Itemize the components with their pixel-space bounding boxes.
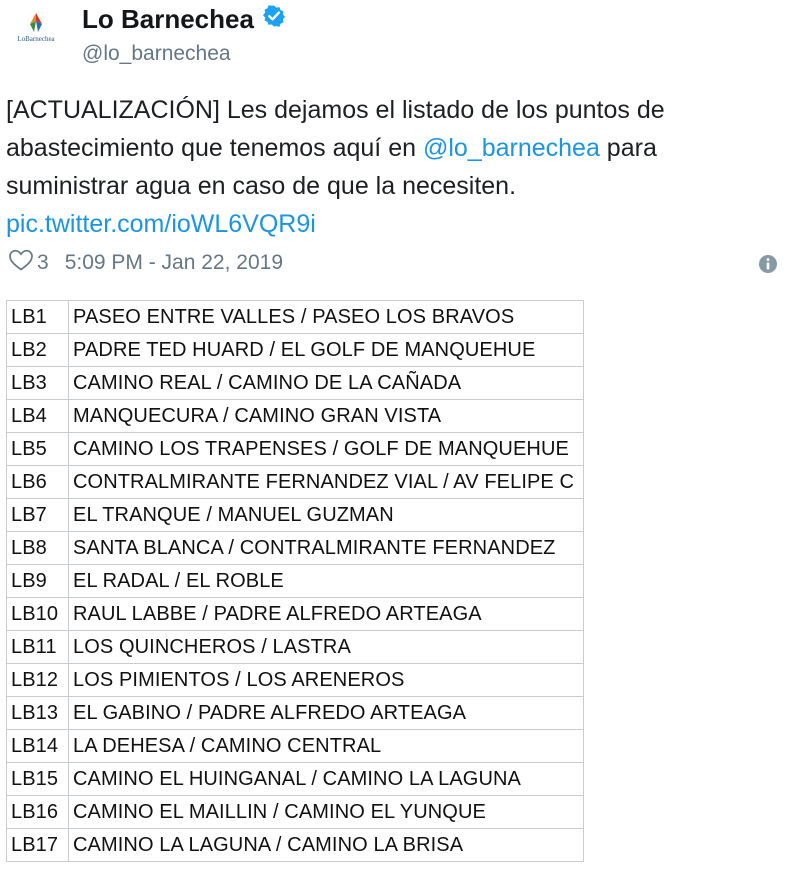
tweet-text-part: [ACTUALIZACIÓN] Les dejamos el listado de los puntos de abastecimiento que tenemos aquí en <box>6 96 665 162</box>
table-row <box>7 829 584 862</box>
point-code-cell: LB17 <box>7 829 69 862</box>
point-location-cell: LOS QUINCHEROS / LASTRA <box>69 631 584 664</box>
point-code-cell: LB11 <box>7 631 69 664</box>
point-location-cell: CAMINO EL HUINGANAL / CAMINO LA LAGUNA <box>69 763 584 796</box>
point-code-cell: LB8 <box>7 532 69 565</box>
point-location-cell: PADRE TED HUARD / EL GOLF DE MANQUEHUE <box>69 334 584 367</box>
like-count: 3 <box>37 251 49 274</box>
point-location-cell: EL GABINO / PADRE ALFREDO ARTEAGA <box>69 697 584 730</box>
tweet-text-part: para suministrar agua en caso de que la necesiten. <box>6 134 657 200</box>
point-location-cell: CAMINO EL MAILLIN / CAMINO EL YUNQUE <box>69 796 584 829</box>
tweet-text <box>6 91 786 243</box>
supply-points-table <box>6 300 584 862</box>
tweet-author <box>82 4 286 66</box>
point-location-cell: LA DEHESA / CAMINO CENTRAL <box>69 730 584 763</box>
point-code-cell: LB12 <box>7 664 69 697</box>
point-location-cell: CONTRALMIRANTE FERNANDEZ VIAL / AV FELIPE C <box>69 466 584 499</box>
point-location-cell: CAMINO REAL / CAMINO DE LA CAÑADA <box>69 367 584 400</box>
point-location-cell: LOS PIMIENTOS / LOS ARENEROS <box>69 664 584 697</box>
point-code-cell: LB6 <box>7 466 69 499</box>
avatar[interactable] <box>8 12 64 56</box>
author-handle[interactable]: @lo_barnechea <box>82 42 231 65</box>
timestamp[interactable]: 5:09 PM - Jan 22, 2019 <box>64 251 283 274</box>
point-location-cell: EL TRANQUE / MANUEL GUZMAN <box>69 499 584 532</box>
point-code-cell: LB5 <box>7 433 69 466</box>
point-code-cell: LB16 <box>7 796 69 829</box>
tweet-meta <box>8 248 283 278</box>
point-code-cell: LB2 <box>7 334 69 367</box>
author-display-name[interactable]: Lo Barnechea <box>82 4 254 34</box>
point-code-cell: LB10 <box>7 598 69 631</box>
table-row <box>7 664 584 697</box>
table-row <box>7 334 584 367</box>
table-row <box>7 565 584 598</box>
table-row <box>7 367 584 400</box>
point-code-cell: LB14 <box>7 730 69 763</box>
table-row <box>7 400 584 433</box>
point-code-cell: LB7 <box>7 499 69 532</box>
point-location-cell: CAMINO LOS TRAPENSES / GOLF DE MANQUEHUE <box>69 433 584 466</box>
table-row <box>7 301 584 334</box>
heart-icon[interactable] <box>8 248 34 278</box>
point-code-cell: LB9 <box>7 565 69 598</box>
point-code-cell: LB3 <box>7 367 69 400</box>
table-row <box>7 730 584 763</box>
table-row <box>7 532 584 565</box>
point-location-cell: CAMINO LA LAGUNA / CAMINO LA BRISA <box>69 829 584 862</box>
table-row <box>7 796 584 829</box>
point-location-cell: PASEO ENTRE VALLES / PASEO LOS BRAVOS <box>69 301 584 334</box>
author-name-row <box>82 4 286 35</box>
point-code-cell: LB4 <box>7 400 69 433</box>
table-row <box>7 598 584 631</box>
point-location-cell: EL RADAL / EL ROBLE <box>69 565 584 598</box>
verified-badge-icon <box>262 4 286 35</box>
table-row <box>7 433 584 466</box>
point-code-cell: LB13 <box>7 697 69 730</box>
logo-text: LoBarnechea <box>17 35 55 43</box>
table-row <box>7 466 584 499</box>
point-location-cell: RAUL LABBE / PADRE ALFREDO ARTEAGA <box>69 598 584 631</box>
media-link[interactable]: pic.twitter.com/ioWL6VQR9i <box>6 210 316 238</box>
table-row <box>7 697 584 730</box>
municipality-logo-icon <box>24 12 48 34</box>
point-location-cell: SANTA BLANCA / CONTRALMIRANTE FERNANDEZ <box>69 532 584 565</box>
info-icon[interactable] <box>758 254 778 279</box>
point-code-cell: LB15 <box>7 763 69 796</box>
table-row <box>7 631 584 664</box>
point-location-cell: MANQUECURA / CAMINO GRAN VISTA <box>69 400 584 433</box>
table-row <box>7 499 584 532</box>
table-row <box>7 763 584 796</box>
point-code-cell: LB1 <box>7 301 69 334</box>
mention-link[interactable]: @lo_barnechea <box>422 134 600 162</box>
